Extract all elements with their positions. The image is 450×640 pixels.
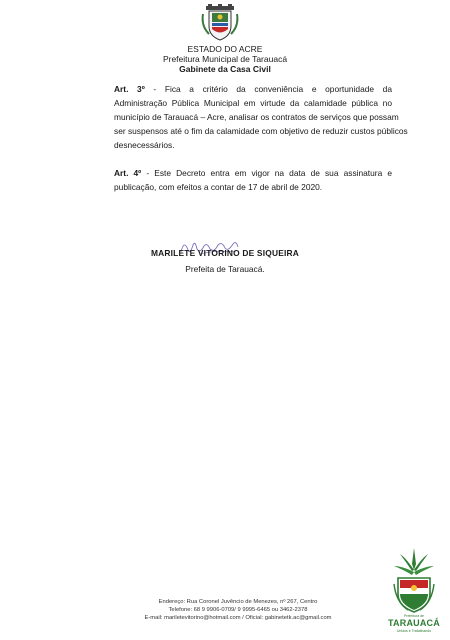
article-3-line: desnecessários. <box>114 140 175 150</box>
signatory-name: MARILETE VITORINO DE SIQUEIRA <box>150 248 300 258</box>
footer-phone: Telefone: 68 9 9906-0709/ 9 9995-6465 ou 3462-2378 <box>168 607 308 613</box>
logo-subtitle: Unidos e Trabalhando <box>396 629 432 633</box>
logo-name: TARAUACÁ <box>388 618 440 628</box>
article-3-label: Art. 3º <box>114 84 145 94</box>
article-4-label: Art. 4º <box>114 168 142 178</box>
footer-address: Endereço: Rua Coronel Juvêncio de Menezes, nº 267, Centro <box>158 599 318 605</box>
header-prefecture: Prefeitura Municipal de Tarauacá <box>162 54 288 64</box>
article-3-line: Administração Pública Municipal em virtude da calamidade pública no <box>114 98 392 108</box>
article-4-line <box>114 166 392 180</box>
signatory-role: Prefeita de Tarauacá. <box>185 264 265 274</box>
municipal-coat-of-arms-icon <box>200 4 240 42</box>
header-state: ESTADO DO ACRE <box>187 44 263 54</box>
article-3-paragraph <box>114 82 408 152</box>
logo-superscript: Prefeitura de <box>403 614 425 618</box>
footer-email: E-mail: mariletevitorino@hotmail.com / Oficial: gabinetetk.ac@gmail.com <box>144 615 332 621</box>
header-office: Gabinete da Casa Civil <box>179 64 271 74</box>
article-4-line-text: - Este Decreto entra em vigor na data de sua assinatura e <box>146 168 393 178</box>
article-4-paragraph <box>114 166 392 194</box>
article-4-line: publicação, com efeitos a contar de 17 de abril de 2020. <box>114 182 323 192</box>
article-3-line: ser suspensos até o fim da calamidade com objetivo de reduzir custos públicos <box>114 126 408 136</box>
article-3-line: município de Tarauacá – Acre, analisar os contratos de serviços que possam <box>114 112 399 122</box>
article-3-line <box>114 82 392 96</box>
article-3-line-text: - Fica a critério da conveniência e oportunidade da <box>153 84 392 94</box>
